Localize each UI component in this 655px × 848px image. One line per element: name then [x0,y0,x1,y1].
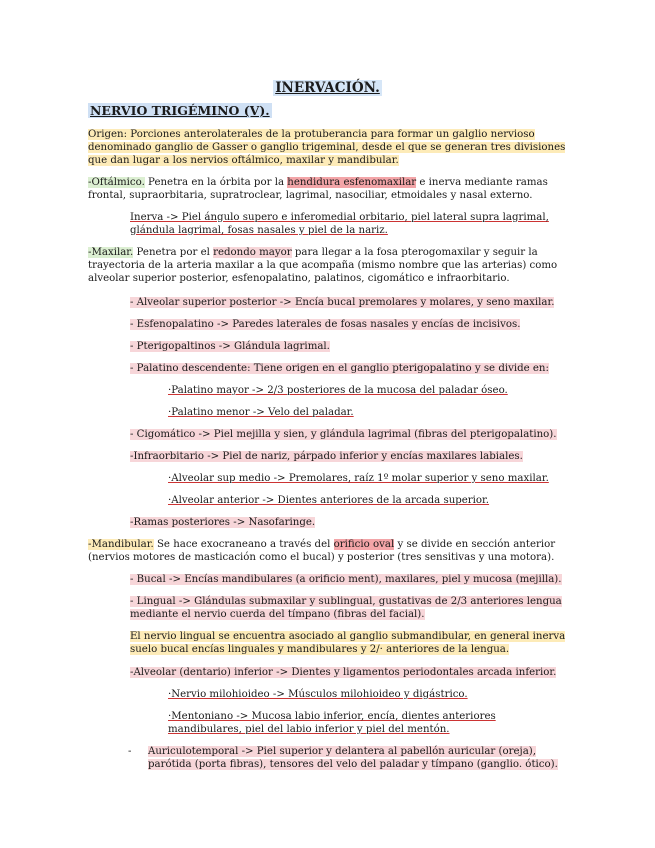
list-item: - Bucal -> Encías mandibulares (a orificio ment), maxilares, piel y mucosa (mejilla). [130,574,562,585]
list-item: Auriculotemporal -> Piel superior y delantera al pabellón auricular (oreja), parótida (porta fibras), tensores del velo del paladar y tímpano (ganglio. ótico). [148,746,558,770]
sub-item: ·Nervio milohioideo -> Músculos milohioideo y digástrico. [168,689,468,700]
origen-paragraph: Origen: Porciones anterolaterales de la protuberancia para formar un galglio nervioso denominado ganglio de Gasser o ganglio trigeminal, desde el que se generan tres divisiones que dan lugar a los nervios oftálmico, maxilar y mandibular. [88,129,566,166]
list-item: - Esfenopalatino -> Paredes laterales de fosas nasales y encías de incisivos. [130,319,521,330]
section-title: NERVIO TRIGÉMINO (V). [90,103,270,118]
list-item: - Lingual -> Glándulas submaxilar y sublingual, gustativas de 2/3 anteriores lengua mediante el nervio cuerda del tímpano (fibras del facial). [130,596,562,620]
oftalmico-paragraph: -Oftálmico. Penetra en la órbita por la hendidura esfenomaxilar e inerva mediante ramas frontal, supraorbitaria, supratroclear, lagrimal, nasociliar, etmoidales y nasal externo. [88,177,548,201]
list-bullet: - [128,746,132,757]
oftalmico-inerva: Inerva -> Piel ángulo supero e inferomedial orbitario, piel lateral supra lagrimal, glándula lagrimal, fosas nasales y piel de la nariz. [130,212,549,236]
mandibular-paragraph: -Mandibular. Se hace exocraneano a través del orificio oval y se divide en sección anterior (nervios motores de masticación como el bucal) y posterior (tres sensitivas y una motora). [88,539,556,563]
list-item: - Cigomático -> Piel mejilla y sien, y glándula lagrimal (fibras del pterigopalatino). [130,429,557,440]
sub-item: ·Mentoniano -> Mucosa labio inferior, encía, dientes anteriores mandibulares, piel del labio inferior y piel del mentón. [168,711,496,735]
list-item: -Alveolar (dentario) inferior -> Dientes y ligamentos periodontales arcada inferior. [130,667,557,678]
list-item: -Ramas posteriores -> Nasofaringe. [130,517,316,528]
sub-item: ·Palatino mayor -> 2/3 posteriores de la mucosa del paladar óseo. [168,385,508,396]
page-title: INERVACIÓN. [275,80,380,96]
list-item: - Palatino descendente: Tiene origen en el ganglio pterigopalatino y se divide en: [130,363,549,374]
list-item: - Pterigopaltinos -> Glándula lagrimal. [130,341,330,352]
list-item: - Alveolar superior posterior -> Encía bucal premolares y molares, y seno maxilar. [130,297,555,308]
sub-item: ·Alveolar sup medio -> Premolares, raíz 1º molar superior y seno maxilar. [168,473,549,484]
lingual-note: El nervio lingual se encuentra asociado al ganglio submandibular, en general inerva suelo bucal encías linguales y mandibulares y 2/· anteriores de la lengua. [130,631,566,655]
list-item: -Infraorbitario -> Piel de nariz, párpado inferior y encías maxilares labiales. [130,451,523,462]
sub-item: ·Alveolar anterior -> Dientes anteriores de la arcada superior. [168,495,490,506]
maxilar-paragraph: -Maxilar. Penetra por el redondo mayor para llegar a la fosa pterogomaxilar y seguir la trayectoria de la arteria maxilar a la que acompaña (mismo nombre que las arterias) como alveolar superior posterior, esfenopalatino, palatinos, cigomático e infraorbitario. [88,247,558,284]
sub-item: ·Palatino menor -> Velo del paladar. [168,407,354,418]
